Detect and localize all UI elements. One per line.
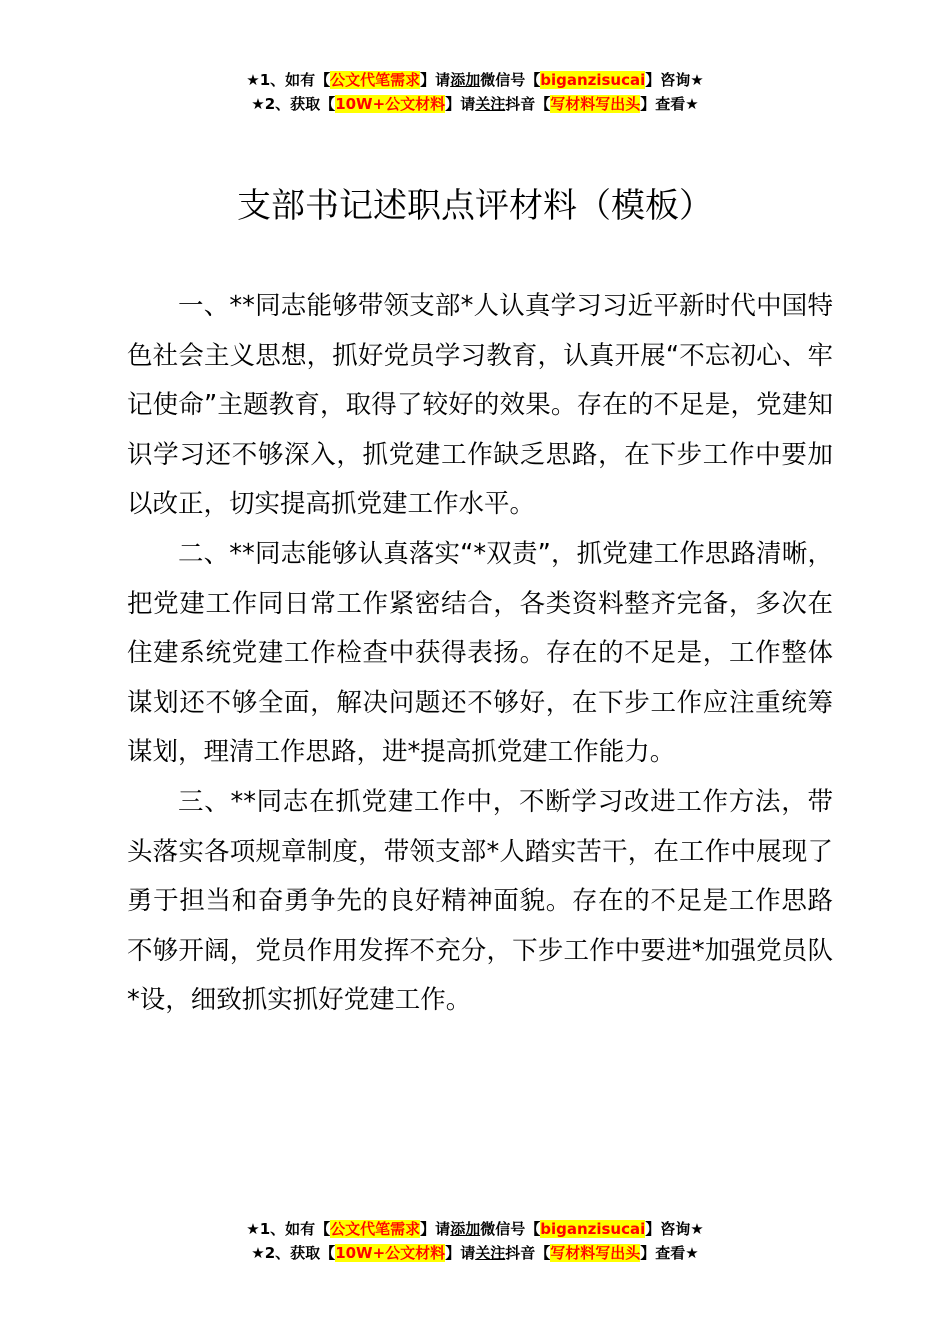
banner-text: 抖音【 — [505, 95, 551, 113]
banner-highlight: biganzisucai — [540, 1220, 646, 1238]
document-body — [127, 282, 833, 1026]
banner-text: 】请 — [420, 1220, 451, 1238]
banner-text: 微信号【 — [480, 1220, 541, 1238]
paragraph: 三、**同志在抓党建工作中，不断学习改进工作方法，带头落实各项规章制度，带领支部*人踏实苦干，在工作中展现了勇于担当和奋勇争先的良好精神面貌。存在的不足是工作思路不够开阔，党员作用发挥不充分，下步工作中要进*加强党员队*设，细致抓实抓好党建工作。 — [127, 786, 833, 1016]
banner-line-1 — [0, 68, 950, 92]
banner-highlight: biganzisucai — [540, 71, 646, 89]
banner-highlight: 10W+公文材料 — [335, 1244, 446, 1262]
banner-highlight: 写材料写出头 — [550, 1244, 641, 1262]
banner-text: 】请 — [445, 95, 476, 113]
footer-banner — [0, 1217, 950, 1265]
banner-text: 】查看★ — [640, 1244, 699, 1262]
banner-text: ★1、如有【 — [246, 71, 331, 89]
banner-highlight: 公文代笔需求 — [330, 1220, 421, 1238]
banner-text: 】咨询★ — [645, 71, 704, 89]
banner-text: 】请 — [420, 71, 451, 89]
banner-line-1 — [0, 1217, 950, 1241]
banner-underline: 关注 — [475, 1244, 506, 1262]
document-title: 支部书记述职点评材料（模板） — [237, 186, 713, 226]
banner-line-2 — [0, 92, 950, 116]
banner-line-2 — [0, 1241, 950, 1265]
paragraph: 二、**同志能够认真落实“*双责”，抓党建工作思路清晰，把党建工作同日常工作紧密结合，各类资料整齐完备，多次在住建系统党建工作检查中获得表扬。存在的不足是，工作整体谋划还不够全面，解决问题还不够好，在下步工作应注重统筹谋划，理清工作思路，进*提高抓党建工作能力。 — [127, 538, 833, 768]
banner-underline: 添加 — [450, 1220, 481, 1238]
banner-text: 】查看★ — [640, 95, 699, 113]
banner-highlight: 10W+公文材料 — [335, 95, 446, 113]
banner-text: ★2、获取【 — [251, 1244, 336, 1262]
banner-text: 】咨询★ — [645, 1220, 704, 1238]
banner-text: ★1、如有【 — [246, 1220, 331, 1238]
banner-text: 抖音【 — [505, 1244, 551, 1262]
banner-highlight: 公文代笔需求 — [330, 71, 421, 89]
banner-text: 微信号【 — [480, 71, 541, 89]
banner-underline: 添加 — [450, 71, 481, 89]
banner-highlight: 写材料写出头 — [550, 95, 641, 113]
paragraph: 一、**同志能够带领支部*人认真学习习近平新时代中国特色社会主义思想，抓好党员学习教育，认真开展“不忘初心、牢记使命”主题教育，取得了较好的效果。存在的不足是，党建知识学习还不够深入，抓党建工作缺乏思路，在下步工作中要加以改正，切实提高抓党建工作水平。 — [127, 291, 833, 520]
header-banner — [0, 68, 950, 116]
banner-underline: 关注 — [475, 95, 506, 113]
banner-text: 】请 — [445, 1244, 476, 1262]
banner-text: ★2、获取【 — [251, 95, 336, 113]
